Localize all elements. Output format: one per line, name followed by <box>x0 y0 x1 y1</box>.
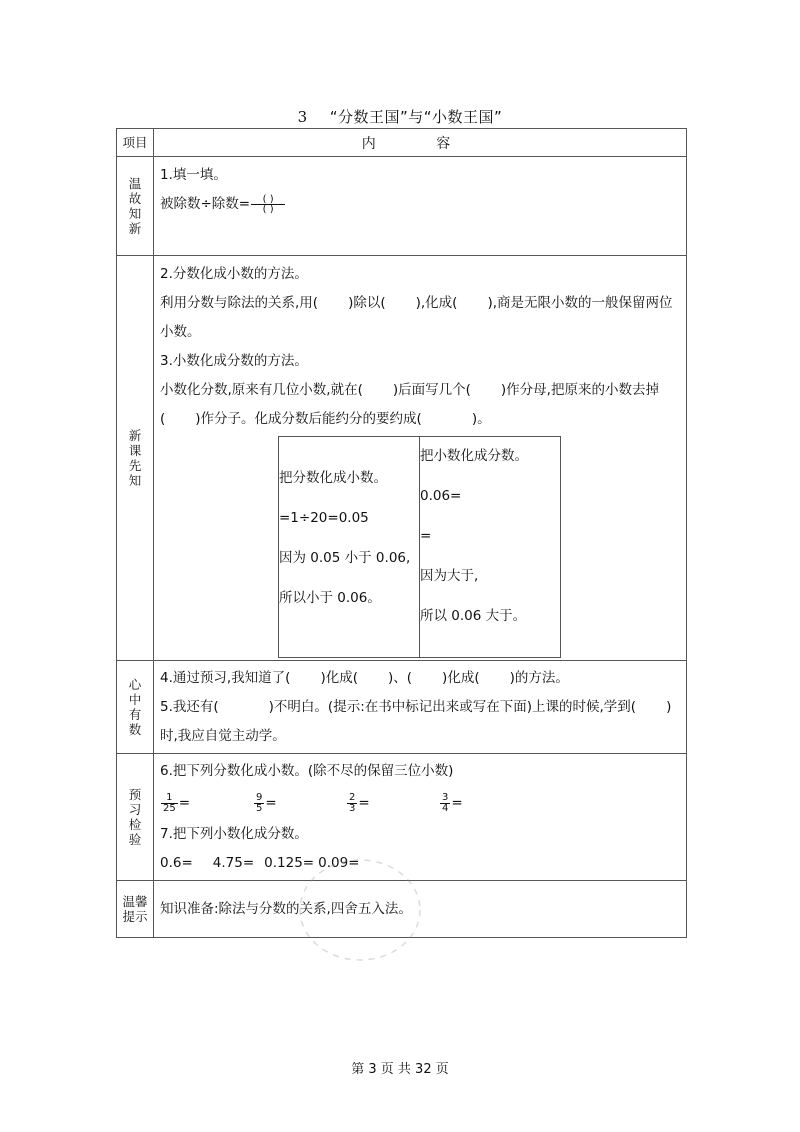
fraction-exercise[interactable]: $\frac{1}{25}$ = <box>163 791 191 814</box>
decimal-exercise[interactable]: 0.09= <box>318 855 360 871</box>
watermark-stamp <box>280 850 440 970</box>
question-5-cont: 时,我应自觉主动学。 <box>160 728 286 744</box>
question-2-text: 利用分数与除法的关系,用( )除以( ),化成( ),商是无限小数的一般保留两位 <box>160 295 673 311</box>
row-label-preview-test: 预习检验 <box>117 754 154 881</box>
row-content-review <box>154 157 687 256</box>
decimal-exercise[interactable]: 0.6= <box>160 855 193 871</box>
question-3: 3.小数化成分数的方法。 <box>160 353 308 369</box>
page-footer: 第 3 页 共 32 页 <box>351 1062 449 1077</box>
row-content-self-check <box>154 661 687 754</box>
decimal-exercise[interactable]: 4.75= <box>212 855 255 871</box>
question-6: 6.把下列分数化成小数。(除不尽的保留三位小数) <box>160 763 454 779</box>
fraction-exercises <box>160 786 680 820</box>
example-boxes <box>278 436 561 658</box>
lesson-number: 3 <box>297 108 308 126</box>
question-2: 2.分数化成小数的方法。 <box>160 266 308 282</box>
row-label-review: 温故知新 <box>117 157 154 256</box>
lesson-title: “分数王国”与“小数王国” <box>329 108 503 126</box>
row-review <box>117 157 687 256</box>
header-content: 内 容 <box>154 129 687 157</box>
row-label-tips: 温馨提示 <box>117 881 154 938</box>
question-5: 5.我还有( )不明白。(提示:在书中标记出来或写在下面)上课的时候,学到( ) <box>160 699 672 715</box>
question-4: 4.通过预习,我知道了( )化成( )、( )化成( )的方法。 <box>160 670 569 686</box>
header-label: 项目 <box>117 129 154 157</box>
decimal-to-fraction-box: 把小数化成分数。 0.06= = 因为大于, 所以 0.06 大于。 <box>420 437 561 658</box>
blank-fraction[interactable]: $\frac{( )}{( )}$ <box>251 195 285 214</box>
question-3-text: 小数化分数,原来有几位小数,就在( )后面写几个( )作分母,把原来的小数去掉 <box>160 382 659 398</box>
row-label-new-lesson: 新课先知 <box>117 256 154 661</box>
tips-text: 知识准备:除法与分数的关系,四舍五入法。 <box>160 900 412 917</box>
question-1: 1.填一填。 <box>160 167 227 183</box>
fraction-exercise[interactable]: $\frac{3}{4}$ = <box>442 791 463 814</box>
fraction-exercise[interactable]: $\frac{2}{3}$ = <box>349 791 370 814</box>
question-1-expression: 被除数÷除数= $\frac{( )}{( )}$ <box>160 190 680 219</box>
page-title <box>0 106 800 127</box>
fraction-to-decimal-box: 把分数化成小数。 =1÷20=0.05 因为 0.05 小于 0.06, 所以小于 0.06。 <box>279 437 420 658</box>
question-7: 7.把下列小数化成分数。 <box>160 826 308 842</box>
decimal-exercise[interactable]: 0.125= <box>264 855 315 871</box>
row-label-self-check: 心中有数 <box>117 661 154 754</box>
question-3-text-cont: ( )作分子。化成分数后能约分的要约成( )。 <box>160 411 491 427</box>
row-new-lesson <box>117 256 687 661</box>
fraction-exercise[interactable]: $\frac{9}{5}$ = <box>256 791 277 814</box>
question-2-text-cont: 小数。 <box>160 324 201 340</box>
table-header-row <box>117 129 687 157</box>
row-self-check <box>117 661 687 754</box>
lesson-table <box>116 128 687 938</box>
row-content-new-lesson <box>154 256 687 661</box>
